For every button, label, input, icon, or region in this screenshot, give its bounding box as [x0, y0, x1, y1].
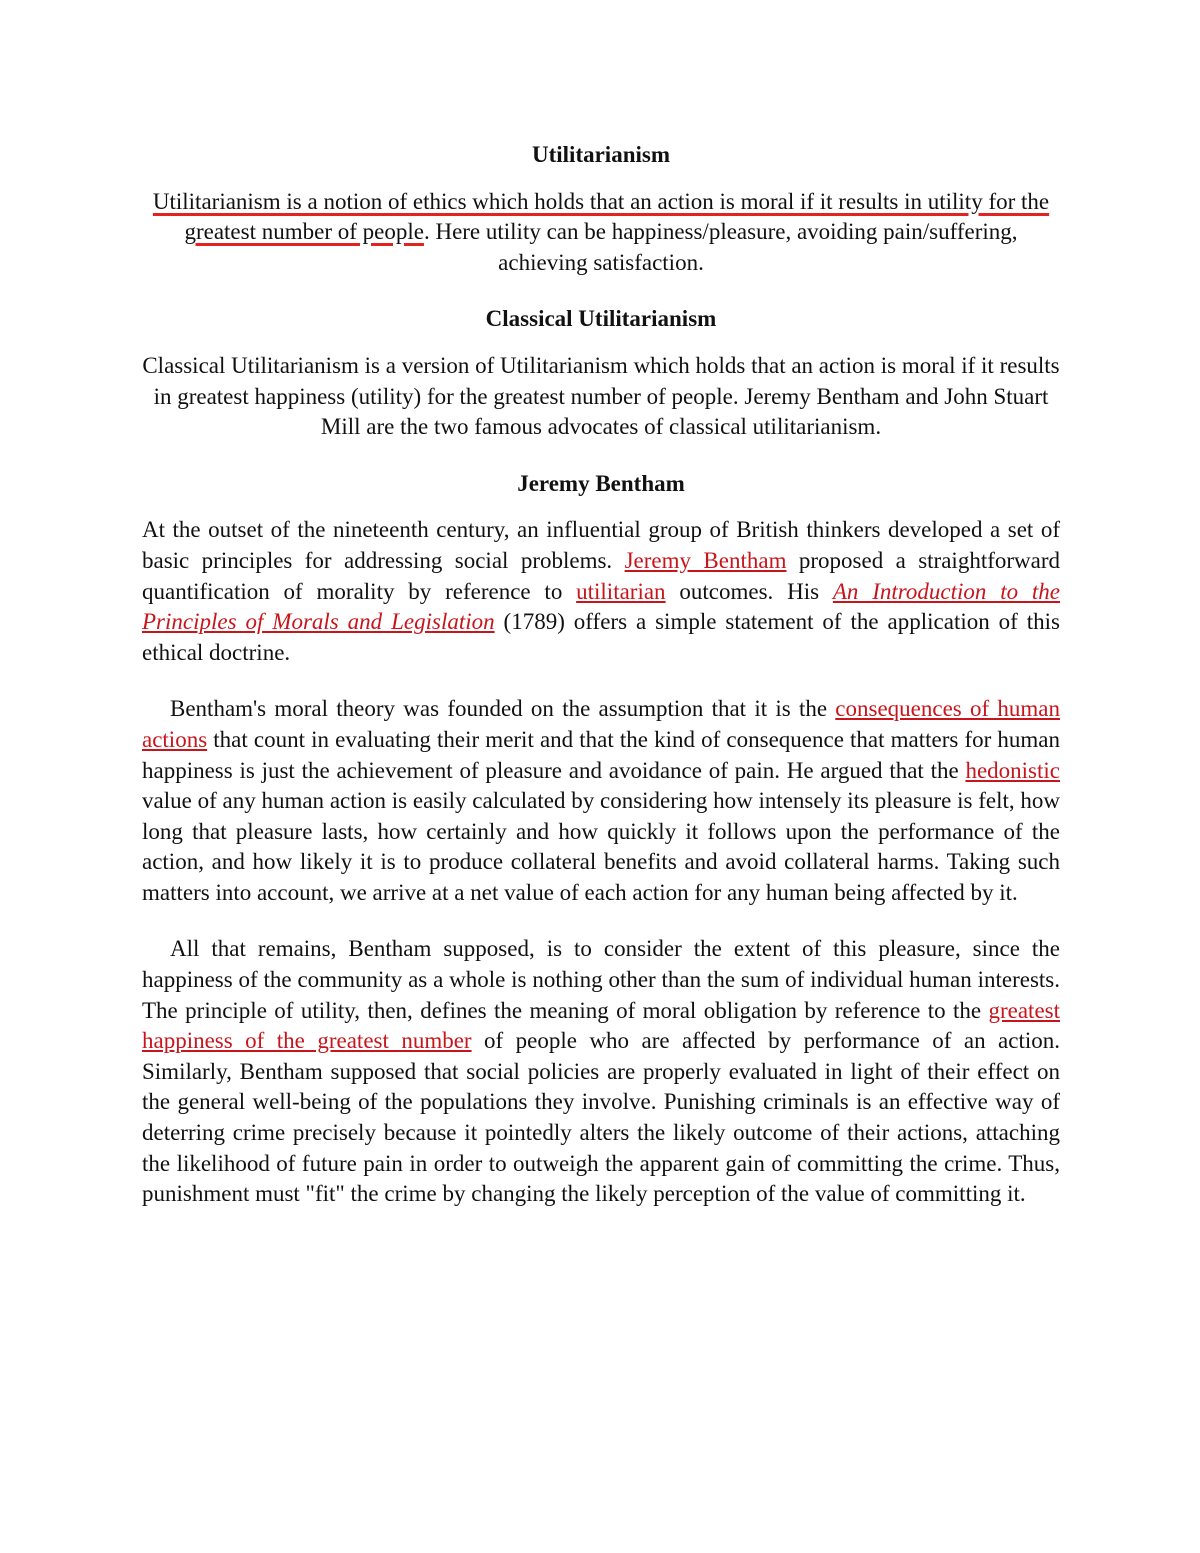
text-run: At the outset of the nineteenth century, an influential group of British thinkers developed a set of basic principles for addressing social problems.: [142, 517, 1060, 573]
text-run: that count in evaluating their merit and that the kind of consequence that matters for human happiness is just the achievement of pleasure and avoidance of pain. He argued that the: [142, 726, 1060, 783]
classical-heading: Classical Utilitarianism: [485, 306, 717, 332]
intro-text: . Here utility can be happiness/pleasure, avoiding pain/suffering, achieving satisfaction.: [423, 219, 1018, 275]
text-run: value of any human action is easily calculated by considering how intensely its pleasure is felt, how long that pleasure lasts, how certainly and how quickly it follows upon the performance of the action, and how likely it is to produce collateral benefits and avoid collateral harms. Taking such matters into account, we arrive at a net value of each action for any human being affected by it.: [142, 788, 1060, 905]
intro-paragraph: [142, 187, 1060, 279]
text-run: outcomes. His: [665, 578, 833, 604]
link-principles-of-morals[interactable]: An Introduction to the Principles of Morals and Legislation: [142, 578, 1060, 635]
text-run: (1789) offers a simple statement of the application of this ethical doctrine.: [142, 609, 1060, 665]
text-run: of people who are affected by performance of an action. Similarly, Bentham supposed that social policies are properly evaluated in light of their effect on the general well-being of the populations they involve. Punishing criminals is an effective way of deterring crime precisely because it pointedly alters the likely outcome of their actions, attaching the likelihood of future pain in order to outweigh the apparent gain of committing the crime. Thus, punishment must "fit" the crime by changing the likely perception of the value of committing it.: [142, 1028, 1060, 1207]
text-run: Bentham's moral theory was founded on the assumption that it is the: [170, 696, 836, 722]
link-consequences-of-human-actions[interactable]: consequences of human actions: [142, 696, 1061, 752]
link-greatest-happiness[interactable]: greatest happiness of the greatest number: [142, 997, 1060, 1054]
classical-paragraph: Classical Utilitarianism is a version of Utilitarianism which holds that an action is moral if it results in greatest happiness (utility) for the greatest number of people. Jeremy Bentham and John Stuart Mill are the two famous advocates of classical utilitarianism.: [142, 352, 1060, 440]
text-run: proposed a straightforward quantification of morality by reference to: [142, 547, 1061, 604]
document-page: [142, 140, 1060, 1210]
bentham-paragraph-3: [142, 934, 1060, 1209]
link-hedonistic[interactable]: hedonistic: [965, 757, 1060, 783]
text-run: All that remains, Bentham supposed, is to consider the extent of this pleasure, since the happiness of the community as a whole is nothing other than the sum of individual human interests. The principle of utility, then, defines the meaning of moral obligation by reference to the: [142, 936, 1060, 1023]
link-utilitarian[interactable]: utilitarian: [576, 578, 666, 604]
page-title: Utilitarianism: [532, 142, 670, 167]
link-jeremy-bentham[interactable]: Jeremy Bentham: [624, 547, 787, 573]
bentham-paragraph-1: [142, 515, 1060, 668]
bentham-heading: Jeremy Bentham: [517, 470, 685, 496]
intro-highlighted-text: Utilitarianism is a notion of ethics which holds that an action is moral if it results in utility for the greatest number of people: [152, 188, 1050, 245]
bentham-paragraph-2: [142, 694, 1060, 908]
